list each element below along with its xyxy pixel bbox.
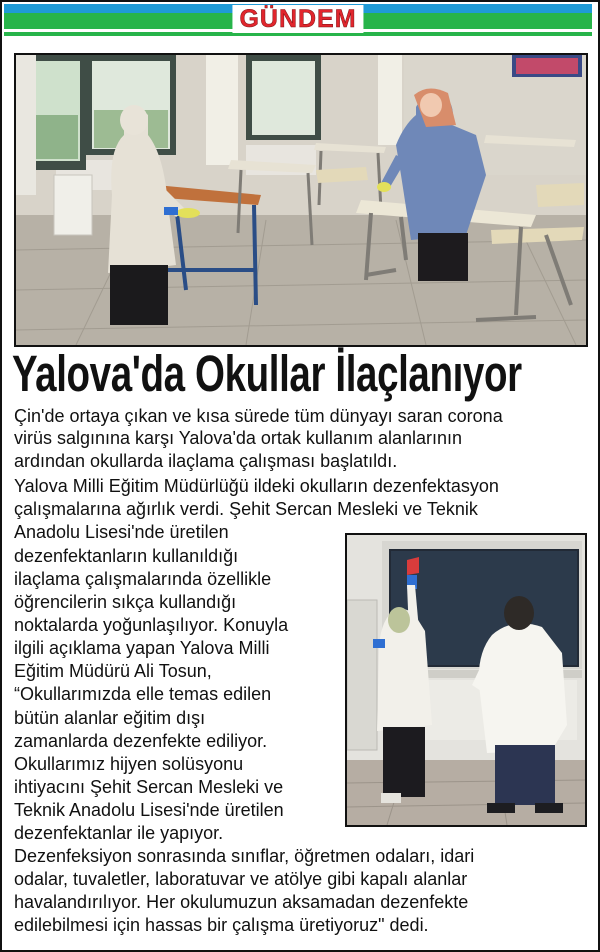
article-line: bütün alanlar eğitim dışı	[14, 708, 206, 728]
article-line: öğrencilerin sıkça kullandığı	[14, 592, 237, 612]
article-line: odalar, tuvaletler, laboratuvar ve atölye gibi kapalı alanlar	[14, 869, 468, 889]
article-line: zamanlarda dezenfekte ediliyor.	[14, 731, 268, 751]
article-headline: Yalova'da Okullar İlaçlanıyor	[12, 345, 522, 402]
smartboard-photo	[345, 533, 587, 827]
article-line: edilebilmesi için hassas bir çalışma üretiyoruz" dedi.	[14, 915, 429, 935]
article-line: Çin'de ortaya çıkan ve kısa sürede tüm dünyayı saran corona	[14, 406, 503, 426]
classroom-photo	[14, 53, 588, 347]
article-line: ilaçlama çalışmalarında özellikle	[14, 569, 272, 589]
article-line: havalandırılıyor. Her okulumuzun aksamadan dezenfekte	[14, 892, 469, 912]
article-line: Dezenfeksiyon sonrasında sınıflar, öğretmen odaları, idari	[14, 846, 475, 866]
section-label: GÜNDEM	[232, 5, 363, 33]
article-line: Anadolu Lisesi'nde üretilen	[14, 522, 229, 542]
article-line: Okullarımız hijyen solüsyonu	[14, 754, 244, 774]
article-line: Teknik Anadolu Lisesi'nde üretilen	[14, 800, 284, 820]
article-line: ardından okullarda ilaçlama çalışması başlatıldı.	[14, 451, 398, 471]
article-line: dezenfektanların kullanıldığı	[14, 546, 239, 566]
article-line: “Okullarımızda elle temas edilen	[14, 684, 272, 704]
article-line: ihtiyacını Şehit Sercan Mesleki ve	[14, 777, 284, 797]
article-line: Yalova Milli Eğitim Müdürlüğü ildeki okulların dezenfektasyon	[14, 476, 499, 496]
article-line: noktalarda yoğunlaşılıyor. Konuyla	[14, 615, 289, 635]
article-line: virüs salgınına karşı Yalova'da ortak kullanım alanlarının	[14, 428, 463, 448]
article-line: dezenfektanlar ile yapıyor.	[14, 823, 224, 843]
section-header	[4, 4, 592, 38]
article-line: ilgili açıklama yapan Yalova Milli	[14, 638, 270, 658]
article-line: Eğitim Müdürü Ali Tosun,	[14, 661, 212, 681]
article-line: çalışmalarına ağırlık verdi. Şehit Sercan Mesleki ve Teknik	[14, 499, 478, 519]
